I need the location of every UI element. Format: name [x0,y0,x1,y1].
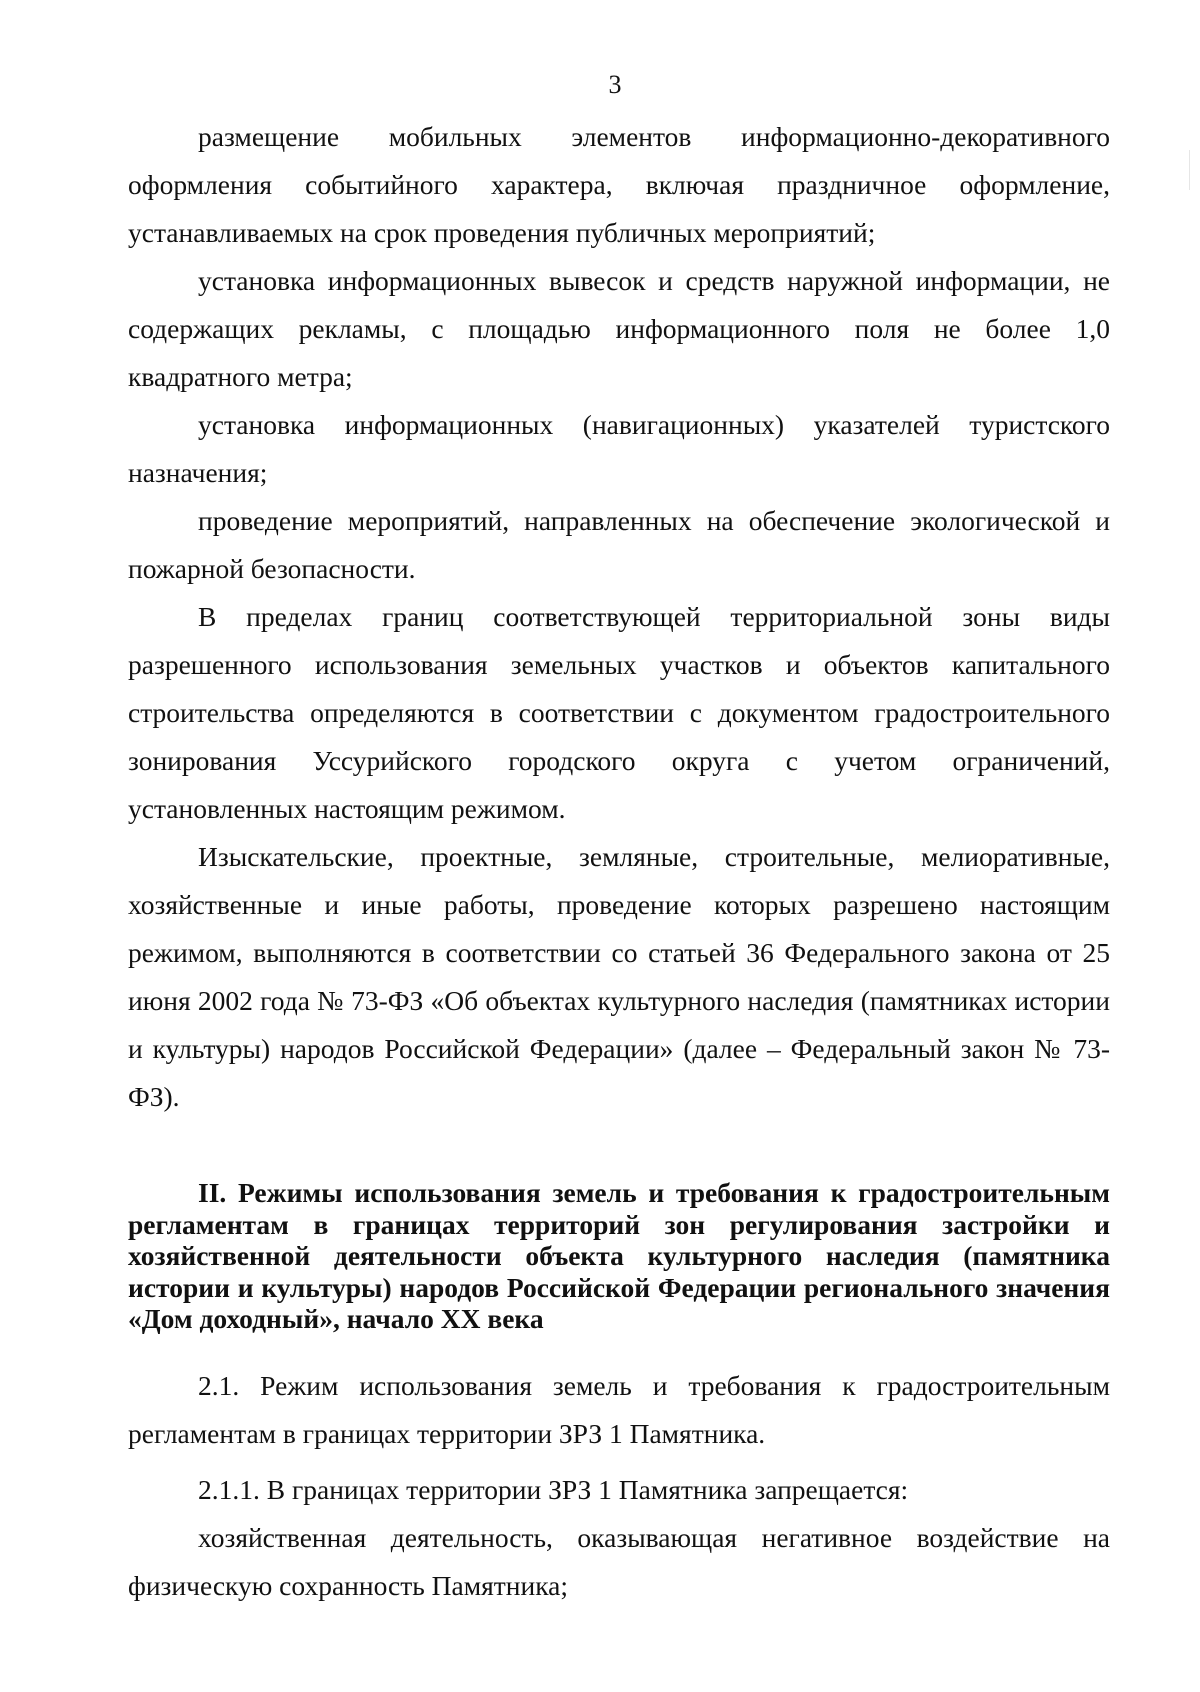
paragraph-tourist-signs: установка информационных (навигационных) указателей туристского назначения; [128,409,1110,488]
paragraph-mobile-elements: размещение мобильных элементов информационно-декоративного оформления событийного характера, включая праздничное оформление, устанавливаемых на срок проведения публичных мероприятий; [128,121,1110,248]
paragraph-safety-measures: проведение мероприятий, направленных на обеспечение экологической и пожарной безопасности. [128,505,1110,584]
page-number: 3 [608,70,622,99]
document-body [128,113,1110,1610]
scan-artifact [1189,150,1190,190]
paragraph-zrz1-prohibited: 2.1.1. В границах территории ЗРЗ 1 Памятника запрещается: [198,1473,909,1505]
section-heading: II. Режимы использования земель и требования к градостроительным регламентам в границах территорий зон регулирования застройки и хозяйственной деятельности объекта культурного наследия (памятника истории и культуры) народов Российской Федерации регионального значения «Дом доходный», начало XX века [128,1177,1110,1334]
paragraph-works: Изыскательские, проектные, земляные, строительные, мелиоративные, хозяйственные и иные работы, проведение которых разрешено настоящим режимом, выполняются в соответствии со статьей 36 Федерального закона от 25 июня 2002 года № 73-ФЗ «Об объектах культурного наследия (памятниках истории и культуры) народов Российской Федерации» (далее – Федеральный закон № 73-ФЗ). [128,841,1110,1112]
paragraph-negative-impact: хозяйственная деятельность, оказывающая негативное воздействие на физическую сохранность Памятника; [128,1521,1110,1601]
paragraph-signboards: установка информационных вывесок и средств наружной информации, не содержащих рекламы, с площадью информационного поля не более 1,0 квадратного метра; [128,265,1110,392]
paragraph-zrz1-regime: 2.1. Режим использования земель и требования к градостроительным регламентам в границах территории ЗРЗ 1 Памятника. [128,1369,1110,1449]
paragraph-permitted-use: В пределах границ соответствующей территориальной зоны виды разрешенного использования земельных участков и объектов капитального строительства определяются в соответствии с документом градостроительного зонирования Уссурийского городского округа с учетом ограничений, установленных настоящим режимом. [128,601,1110,824]
